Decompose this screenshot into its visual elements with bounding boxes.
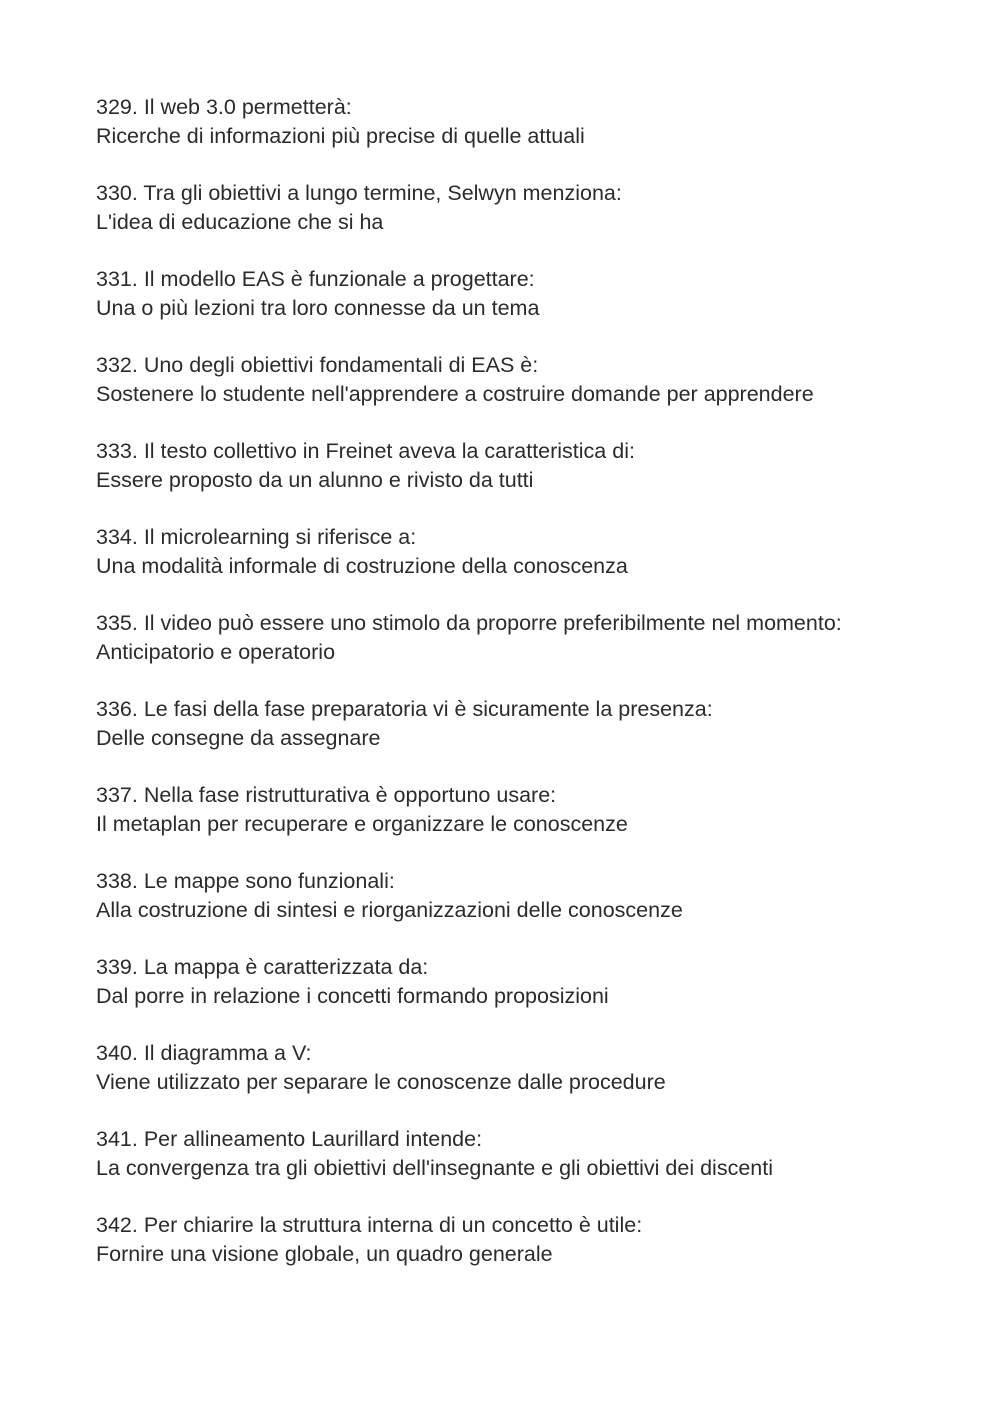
answer-text: Sostenere lo studente nell'apprendere a costruire domande per apprendere [96,382,814,406]
question-text: 338. Le mappe sono funzionali: [96,869,395,893]
answer-text: Ricerche di informazioni più precise di quelle attuali [96,124,585,148]
qa-item-341 [96,1125,916,1183]
answer-text: Viene utilizzato per separare le conoscenze dalle procedure [96,1070,666,1094]
question-text: 334. Il microlearning si riferisce a: [96,525,417,549]
question-text: 336. Le fasi della fase preparatoria vi è sicuramente la presenza: [96,697,713,721]
answer-text: Essere proposto da un alunno e rivisto da tutti [96,468,534,492]
qa-item-342 [96,1211,916,1269]
qa-item-333 [96,437,916,495]
question-text: 341. Per allineamento Laurillard intende: [96,1127,483,1151]
question-answer-list [96,93,916,1297]
answer-text: Delle consegne da assegnare [96,726,381,750]
question-text: 337. Nella fase ristrutturativa è opportuno usare: [96,783,557,807]
question-text: 342. Per chiarire la struttura interna di un concetto è utile: [96,1213,643,1237]
answer-text: Una o più lezioni tra loro connesse da un tema [96,296,540,320]
qa-item-338 [96,867,916,925]
question-text: 339. La mappa è caratterizzata da: [96,955,429,979]
answer-text: Fornire una visione globale, un quadro generale [96,1242,553,1266]
qa-item-329 [96,93,916,151]
qa-item-337 [96,781,916,839]
question-text: 340. Il diagramma a V: [96,1041,312,1065]
answer-text: Alla costruzione di sintesi e riorganizzazioni delle conoscenze [96,898,683,922]
qa-item-336 [96,695,916,753]
qa-item-339 [96,953,916,1011]
question-text: 329. Il web 3.0 permetterà: [96,95,352,119]
answer-text: Anticipatorio e operatorio [96,640,336,664]
qa-item-340 [96,1039,916,1097]
question-text: 331. Il modello EAS è funzionale a progettare: [96,267,535,291]
qa-item-331 [96,265,916,323]
answer-text: Una modalità informale di costruzione della conoscenza [96,554,628,578]
question-text: 330. Tra gli obiettivi a lungo termine, Selwyn menziona: [96,181,622,205]
question-text: 333. Il testo collettivo in Freinet aveva la caratteristica di: [96,439,635,463]
qa-item-330 [96,179,916,237]
qa-item-335 [96,609,916,667]
answer-text: Il metaplan per recuperare e organizzare le conoscenze [96,812,628,836]
qa-item-334 [96,523,916,581]
qa-item-332 [96,351,916,409]
answer-text: La convergenza tra gli obiettivi dell'insegnante e gli obiettivi dei discenti [96,1156,773,1180]
question-text: 335. Il video può essere uno stimolo da proporre preferibilmente nel momento: [96,611,842,635]
answer-text: Dal porre in relazione i concetti formando proposizioni [96,984,609,1008]
question-text: 332. Uno degli obiettivi fondamentali di EAS è: [96,353,539,377]
answer-text: L'idea di educazione che si ha [96,210,384,234]
